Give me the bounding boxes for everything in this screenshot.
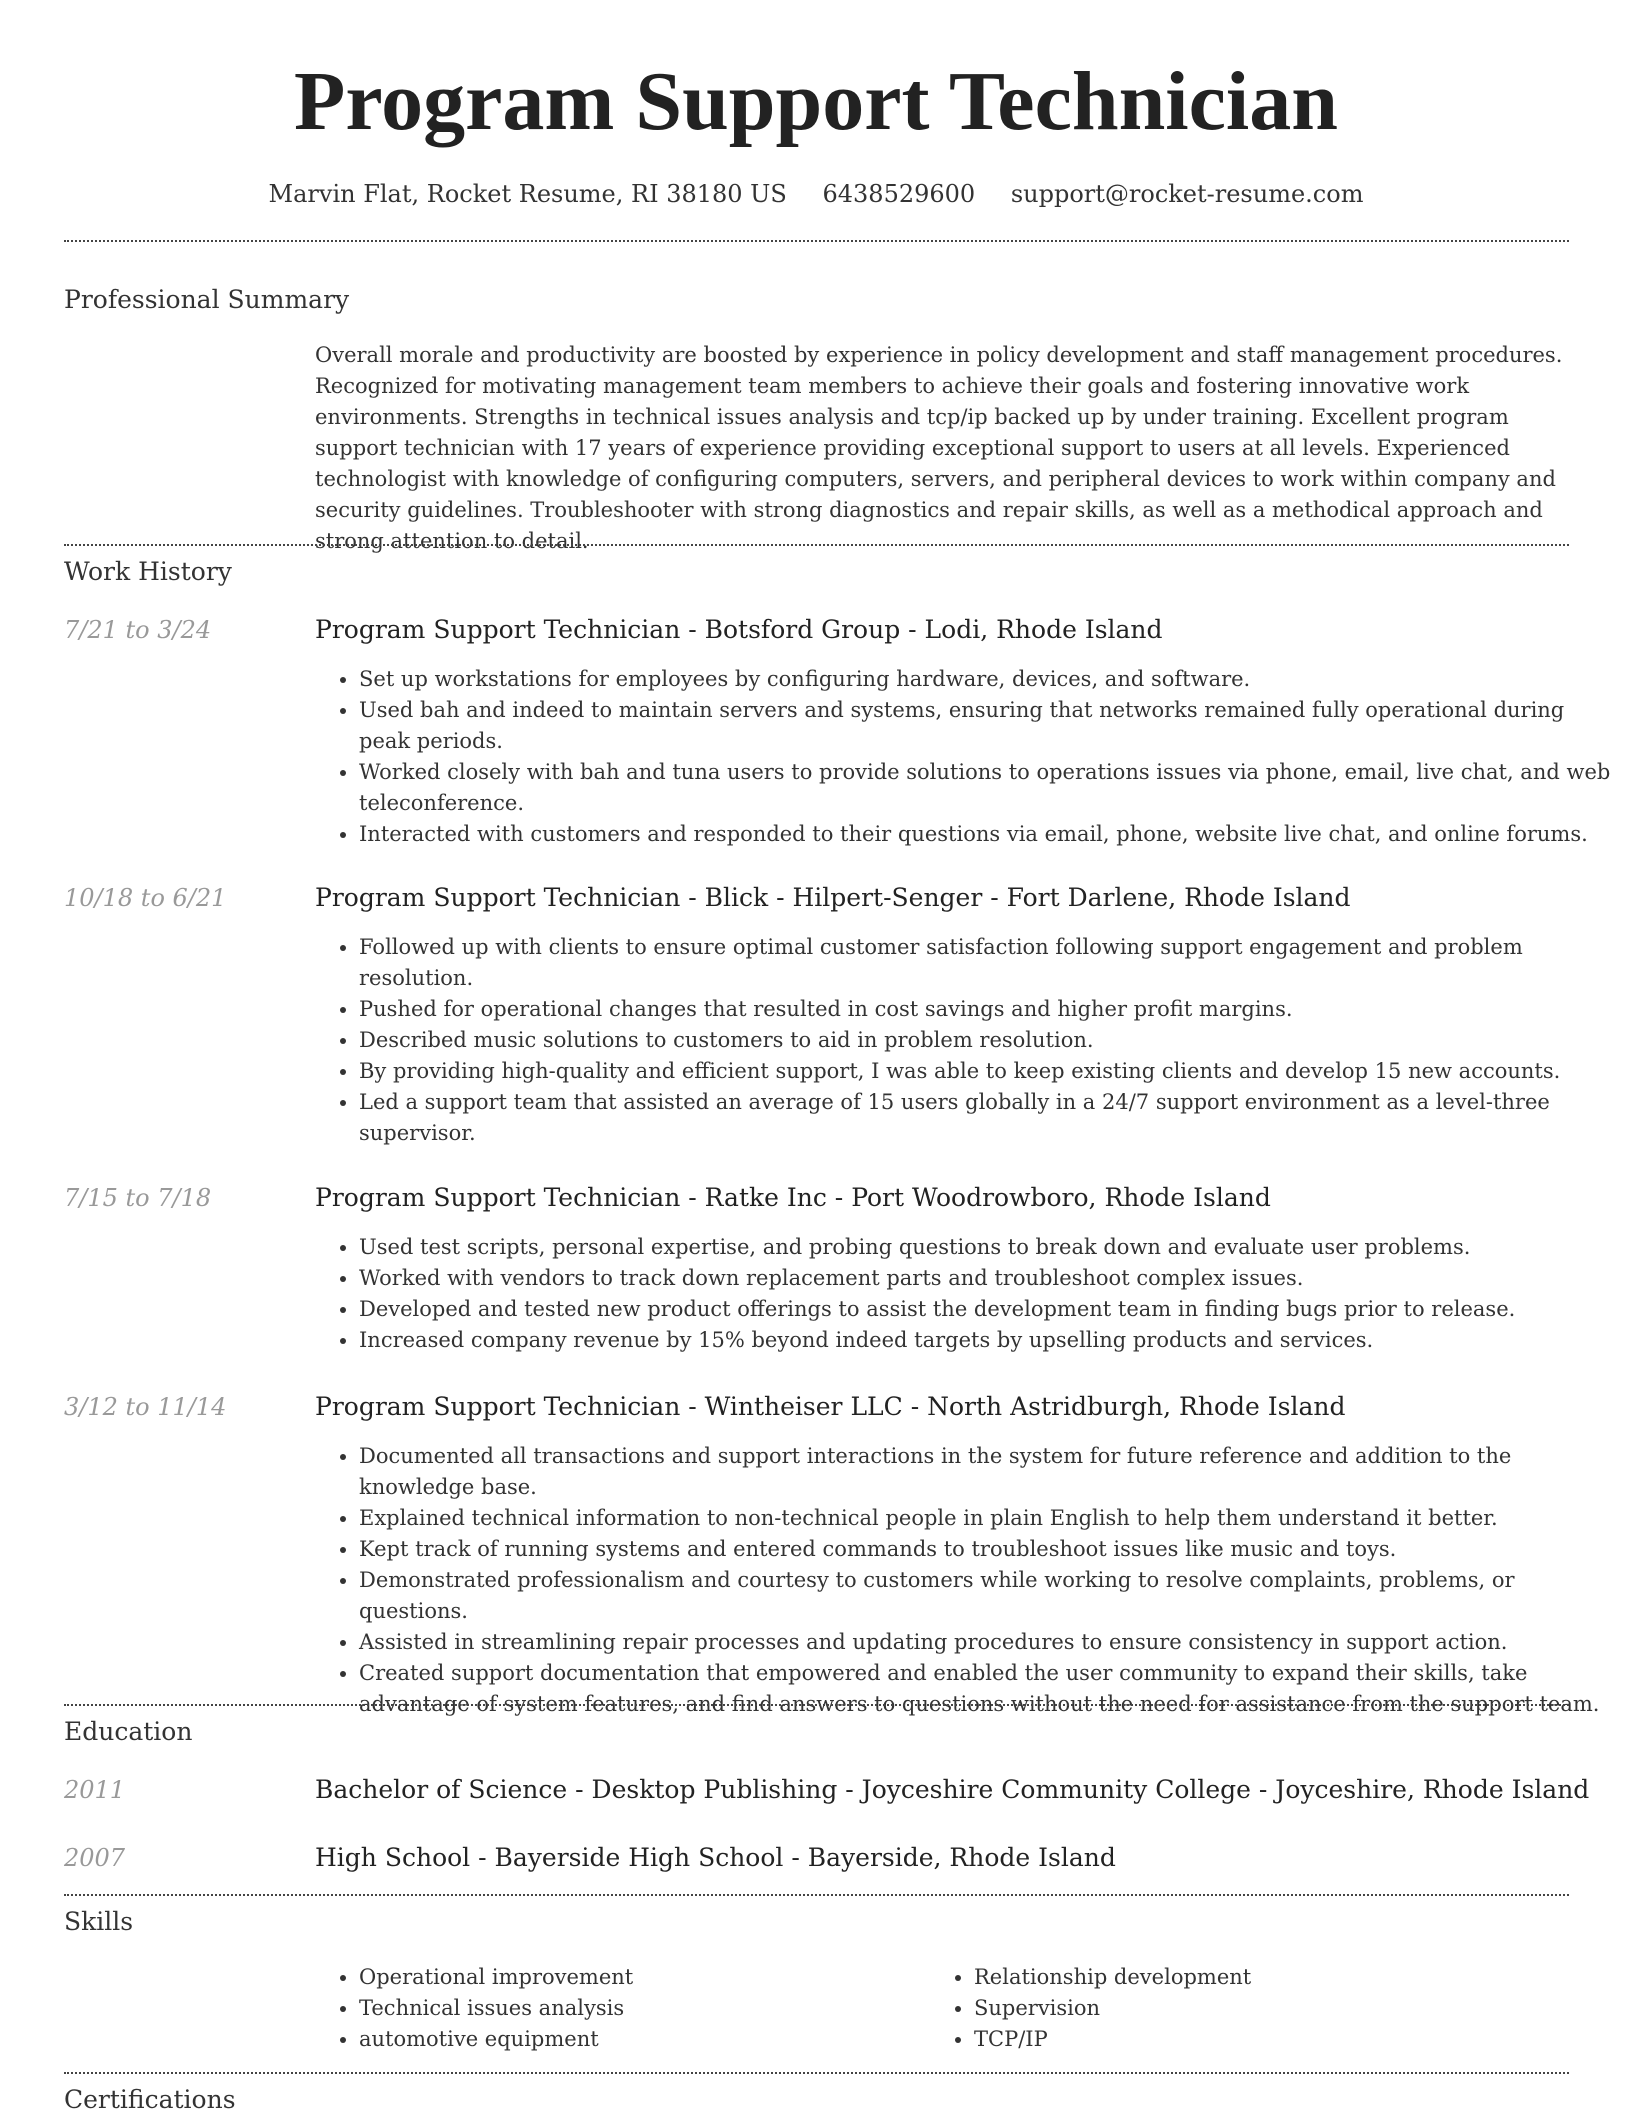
bullet-item: • Interacted with customers and responded to their questions via email, phone, website live chat, and online forums.: [359, 819, 1613, 850]
job-heading: Program Support Technician - Ratke Inc - Port Woodrowboro, Rhode Island: [315, 1183, 1271, 1212]
bullet-item: • Developed and tested new product offerings to assist the development team in finding bugs prior to release.: [359, 1294, 1613, 1325]
education-year: 2011: [64, 1776, 126, 1804]
divider: [64, 2072, 1569, 2074]
job-dates: 10/18 to 6/21: [64, 884, 227, 912]
education-year: 2007: [64, 1844, 126, 1872]
skills-list-left: [315, 1962, 939, 2055]
job-bullets: [315, 664, 1613, 850]
section-title-skills: Skills: [64, 1907, 134, 1936]
job-bullets: [315, 932, 1613, 1149]
bullet-item: • Increased company revenue by 15% beyond indeed targets by upselling products and services.: [359, 1325, 1613, 1356]
section-title-summary: Professional Summary: [64, 285, 350, 314]
skill-item: • TCP/IP: [974, 2024, 1554, 2055]
candidate-name: Program Support Technician: [294, 55, 1338, 148]
contact-phone: 6438529600: [822, 180, 976, 208]
divider: [64, 240, 1569, 242]
bullet-item: • Worked with vendors to track down replacement parts and troubleshoot complex issues.: [359, 1263, 1613, 1294]
skill-item: • Supervision: [974, 1993, 1554, 2024]
resume-header: [0, 48, 1632, 210]
job-dates: 3/12 to 11/14: [64, 1393, 227, 1421]
bullet-item: • Used bah and indeed to maintain servers and systems, ensuring that networks remained fully operational during peak periods.: [359, 695, 1613, 757]
bullet-item: • By providing high-quality and efficient support, I was able to keep existing clients and develop 15 new accounts.: [359, 1056, 1613, 1087]
skill-item: • automotive equipment: [359, 2024, 939, 2055]
summary-text: Overall morale and productivity are boosted by experience in policy development and staff management procedures. Recognized for motivating management team members to achieve their goals and fostering innovative work environments. Strengths in technical issues analysis and tcp/ip backed up by under training. Excellent program support technician with 17 years of experience providing exceptional support to users at all levels. Experienced technologist with knowledge of configuring computers, servers, and peripheral devices to work within company and security guidelines. Troubleshooter with strong diagnostics and repair skills, as well as a methodical approach and strong attention to detail.: [315, 343, 1563, 553]
bullet-item: • Assisted in streamlining repair processes and updating procedures to ensure consistency in support action.: [359, 1627, 1613, 1658]
job-dates: 7/21 to 3/24: [64, 616, 212, 644]
contact-line: [0, 178, 1632, 210]
bullet-item: • Worked closely with bah and tuna users to provide solutions to operations issues via phone, email, live chat, and web teleconference.: [359, 757, 1613, 819]
section-title-work-history: Work History: [64, 557, 232, 586]
section-title-certifications: Certifications: [64, 2085, 236, 2114]
job-bullets: [315, 1232, 1613, 1356]
contact-address: Marvin Flat, Rocket Resume, RI 38180 US: [268, 180, 787, 208]
divider: [64, 1894, 1569, 1896]
skill-item: • Technical issues analysis: [359, 1993, 939, 2024]
bullet-item: • Followed up with clients to ensure optimal customer satisfaction following support engagement and problem resolution.: [359, 932, 1613, 994]
skill-item: • Operational improvement: [359, 1962, 939, 1993]
job-bullets: [315, 1441, 1613, 1720]
bullet-item: • Documented all transactions and support interactions in the system for future reference and addition to the knowledge base.: [359, 1441, 1613, 1503]
education-heading: Bachelor of Science - Desktop Publishing - Joyceshire Community College - Joyceshire, Rhode Island: [315, 1775, 1590, 1804]
bullet-item: • Described music solutions to customers to aid in problem resolution.: [359, 1025, 1613, 1056]
divider: [64, 544, 1569, 546]
bullet-item: • Demonstrated professionalism and courtesy to customers while working to resolve complaints, problems, or questions.: [359, 1565, 1613, 1627]
job-dates: 7/15 to 7/18: [64, 1184, 212, 1212]
bullet-item: • Explained technical information to non-technical people in plain English to help them understand it better.: [359, 1503, 1613, 1534]
section-title-education: Education: [64, 1717, 193, 1746]
bullet-item: • Created support documentation that empowered and enabled the user community to expand their skills, take advantage of system features, and find answers to questions without the need for assistance from the support team.: [359, 1658, 1613, 1720]
bullet-item: • Kept track of running systems and entered commands to troubleshoot issues like music and toys.: [359, 1534, 1613, 1565]
divider: [64, 1704, 1569, 1706]
education-heading: High School - Bayerside High School - Bayerside, Rhode Island: [315, 1843, 1116, 1872]
bullet-item: • Used test scripts, personal expertise, and probing questions to break down and evaluate user problems.: [359, 1232, 1613, 1263]
skills-list-right: [930, 1962, 1554, 2055]
bullet-item: • Set up workstations for employees by configuring hardware, devices, and software.: [359, 664, 1613, 695]
job-heading: Program Support Technician - Wintheiser LLC - North Astridburgh, Rhode Island: [315, 1392, 1346, 1421]
job-heading: Program Support Technician - Botsford Group - Lodi, Rhode Island: [315, 615, 1163, 644]
contact-email: support@rocket-resume.com: [1010, 180, 1364, 208]
skill-item: • Relationship development: [974, 1962, 1554, 1993]
job-heading: Program Support Technician - Blick - Hilpert-Senger - Fort Darlene, Rhode Island: [315, 883, 1351, 912]
bullet-item: • Pushed for operational changes that resulted in cost savings and higher profit margins.: [359, 994, 1613, 1025]
bullet-item: • Led a support team that assisted an average of 15 users globally in a 24/7 support environment as a level-three supervisor.: [359, 1087, 1613, 1149]
